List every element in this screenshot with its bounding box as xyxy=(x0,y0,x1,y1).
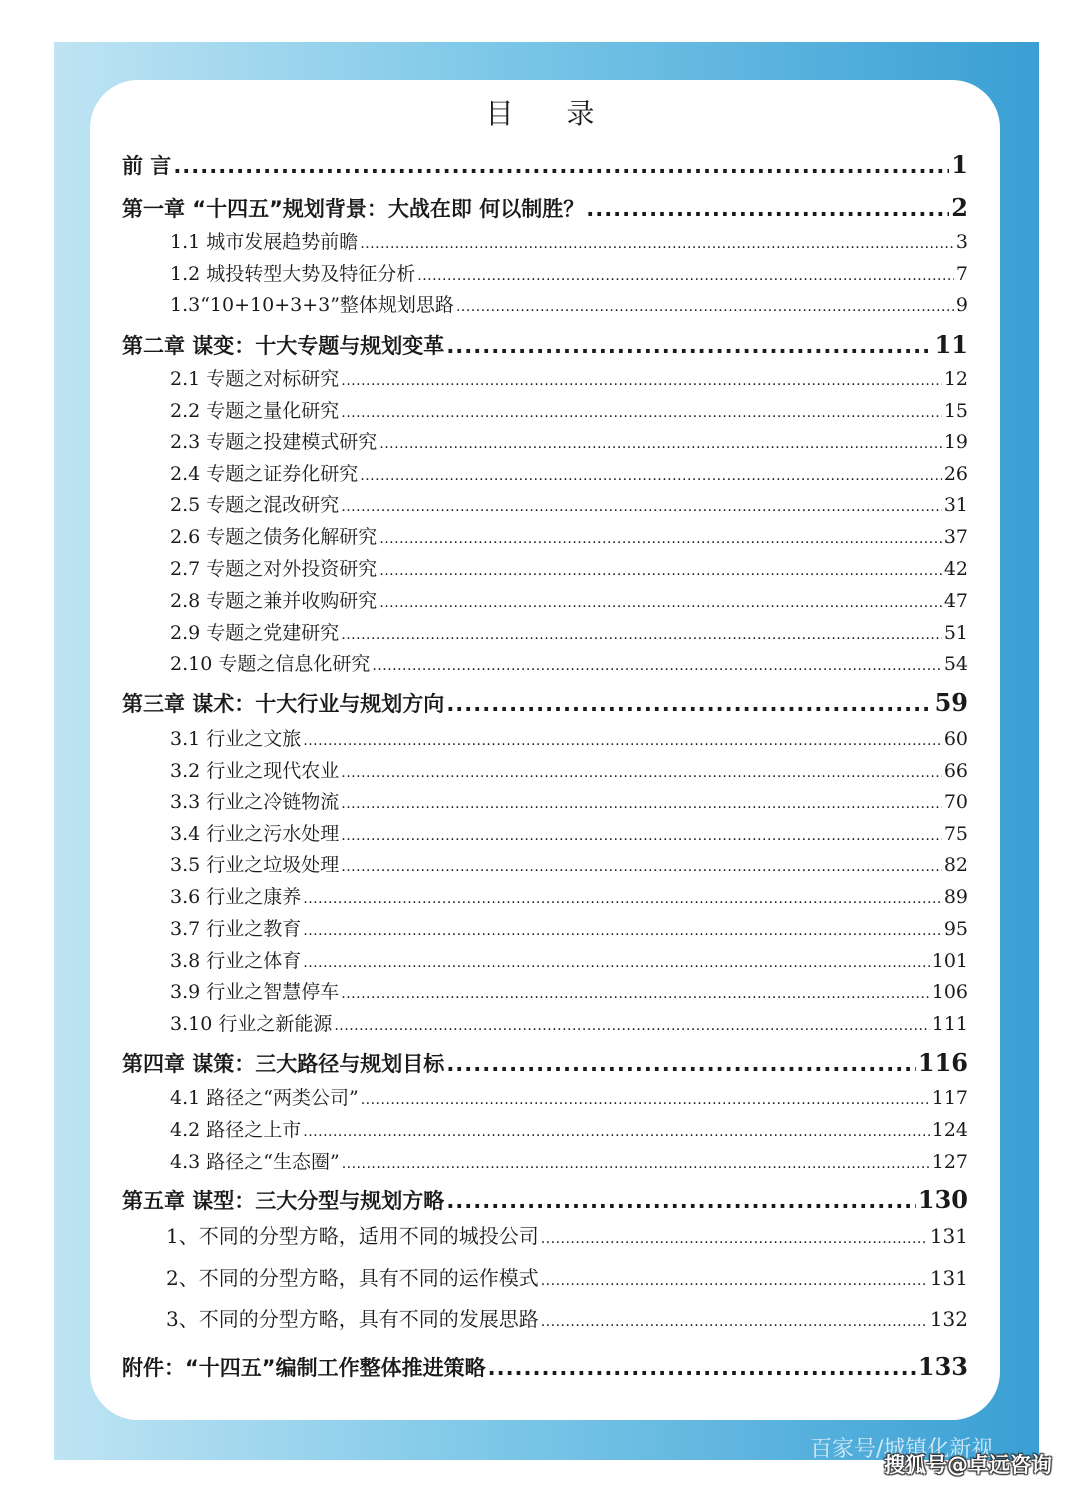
toc-leader-dots xyxy=(341,373,942,389)
toc-section-entry xyxy=(122,427,968,454)
toc-leader-dots xyxy=(303,891,942,907)
toc-entry-label: 3.4 行业之污水处理 xyxy=(170,823,340,845)
toc-entry-label: 2.1 专题之对标研究 xyxy=(170,368,340,390)
toc-leader-dots xyxy=(379,531,942,547)
toc-section-entry xyxy=(122,490,968,517)
toc-leader-dots xyxy=(303,733,942,749)
watermark-baijiahao: 百家号/城镇化新视 xyxy=(810,1437,994,1462)
toc-leader-dots xyxy=(379,595,942,611)
toc-leader-dots xyxy=(417,268,954,284)
toc-page-number: 31 xyxy=(943,494,968,516)
toc-leader-dots xyxy=(446,334,932,358)
toc-section-entry xyxy=(122,259,968,286)
toc-leader-dots xyxy=(303,923,942,939)
toc-leader-dots xyxy=(379,436,942,452)
toc-entry-label: 附件：“十四五”编制工作整体推进策略 xyxy=(122,1356,486,1380)
toc-section-entry xyxy=(122,787,968,814)
toc-page-number: 130 xyxy=(917,1185,968,1214)
toc-page-number: 133 xyxy=(917,1352,968,1381)
toc-page-number: 124 xyxy=(931,1119,968,1141)
toc-leader-dots xyxy=(488,1356,916,1380)
toc-page-number: 12 xyxy=(943,368,968,390)
toc-page-number: 26 xyxy=(943,463,968,485)
toc-entry-label: 4.3 路径之“生态圈” xyxy=(170,1151,340,1173)
toc-page-number: 51 xyxy=(943,622,968,644)
toc-entry-label: 2.2 专题之量化研究 xyxy=(170,400,340,422)
toc-page-number: 1 xyxy=(951,150,968,179)
toc-page-number: 60 xyxy=(943,728,968,750)
page-title: 目 录 xyxy=(485,97,617,130)
toc-entry-label: 3.9 行业之智慧停车 xyxy=(170,981,340,1003)
watermark-sohu: 搜狐号@卓远咨询 xyxy=(884,1453,1052,1477)
toc-section-entry xyxy=(122,1115,968,1142)
toc-entry-label: 2.4 专题之证券化研究 xyxy=(170,463,359,485)
toc-section-entry xyxy=(122,618,968,645)
toc-section-entry xyxy=(122,1262,968,1291)
toc-entry-label: 3.2 行业之现代农业 xyxy=(170,760,340,782)
toc-page-number: 9 xyxy=(955,294,968,316)
toc-section-entry xyxy=(122,850,968,877)
toc-page-number: 127 xyxy=(931,1151,968,1173)
toc-entry-label: 2.6 专题之债务化解研究 xyxy=(170,526,378,548)
toc-entry-label: 1.3“10+10+3+3”整体规划思路 xyxy=(170,294,454,316)
toc-leader-dots xyxy=(342,1156,930,1172)
toc-chapter-entry xyxy=(122,1048,968,1078)
toc-leader-dots xyxy=(360,236,954,252)
toc-leader-dots xyxy=(173,154,949,178)
toc-leader-dots xyxy=(341,828,942,844)
toc-page-number: 117 xyxy=(931,1087,968,1109)
toc-page-number: 106 xyxy=(931,981,968,1003)
toc-page-number: 132 xyxy=(929,1307,968,1331)
toc-entry-label: 1、不同的分型方略，适用不同的城投公司 xyxy=(166,1224,539,1248)
toc-page-number: 15 xyxy=(943,400,968,422)
toc-page-number: 75 xyxy=(943,823,968,845)
toc-leader-dots xyxy=(456,299,954,315)
toc-leader-dots xyxy=(334,1018,929,1034)
toc-page-number: 7 xyxy=(955,263,968,285)
toc-page-number: 2 xyxy=(951,193,968,222)
toc-section-entry xyxy=(122,914,968,941)
toc-section-entry xyxy=(122,1147,968,1174)
toc-leader-dots xyxy=(341,796,942,812)
toc-section-entry xyxy=(122,977,968,1004)
toc-entry-label: 2.5 专题之混改研究 xyxy=(170,494,340,516)
toc-section-entry xyxy=(122,1220,968,1249)
toc-leader-dots xyxy=(372,658,941,674)
toc-page-number: 131 xyxy=(929,1266,968,1290)
toc-leader-dots xyxy=(303,955,929,971)
toc-entry-label: 2.10 专题之信息化研究 xyxy=(170,653,371,675)
toc-page-number: 89 xyxy=(943,886,968,908)
toc-chapter-entry xyxy=(122,330,968,360)
toc-section-entry xyxy=(122,227,968,254)
toc-page-number: 42 xyxy=(943,558,968,580)
toc-entry-label: 第一章 “十四五”规划背景：大战在即 何以制胜？ xyxy=(122,197,585,221)
toc-section-entry xyxy=(122,1083,968,1110)
toc-page-number: 37 xyxy=(943,526,968,548)
toc-chapter-entry xyxy=(122,1352,968,1382)
toc-section-entry xyxy=(122,946,968,973)
toc-entry-label: 第四章 谋策：三大路径与规划目标 xyxy=(122,1052,445,1076)
toc-page-number: 11 xyxy=(934,330,968,359)
toc-entry-label: 4.1 路径之“两类公司” xyxy=(170,1087,359,1109)
toc-chapter-entry xyxy=(122,150,968,180)
toc-section-entry xyxy=(122,290,968,317)
toc-leader-dots xyxy=(541,1314,928,1330)
toc-section-entry xyxy=(122,522,968,549)
toc-page-number: 47 xyxy=(943,590,968,612)
toc-page-number: 111 xyxy=(931,1013,968,1035)
toc-leader-dots xyxy=(341,499,942,515)
toc-leader-dots xyxy=(341,986,929,1002)
toc-leader-dots xyxy=(303,1124,929,1140)
toc-entry-label: 第五章 谋型：三大分型与规划方略 xyxy=(122,1189,445,1213)
toc-entry-label: 前 言 xyxy=(122,154,172,178)
toc-section-entry xyxy=(122,1303,968,1332)
toc-entry-label: 1.1 城市发展趋势前瞻 xyxy=(170,231,359,253)
toc-page-number: 116 xyxy=(917,1048,968,1077)
toc-page-number: 19 xyxy=(943,431,968,453)
toc-page-number: 54 xyxy=(943,653,968,675)
toc-section-entry xyxy=(122,756,968,783)
toc-page-number: 66 xyxy=(943,760,968,782)
toc-leader-dots xyxy=(379,563,942,579)
toc-page-number: 59 xyxy=(934,688,968,717)
toc-section-entry xyxy=(122,1009,968,1036)
toc-entry-label: 3、不同的分型方略，具有不同的发展思路 xyxy=(166,1307,539,1331)
toc-entry-label: 1.2 城投转型大势及特征分析 xyxy=(170,263,416,285)
toc-entry-label: 2.7 专题之对外投资研究 xyxy=(170,558,378,580)
toc-section-entry xyxy=(122,819,968,846)
toc-entry-label: 2.3 专题之投建模式研究 xyxy=(170,431,378,453)
toc-leader-dots xyxy=(446,1052,916,1076)
toc-entry-label: 3.6 行业之康养 xyxy=(170,886,302,908)
toc-chapter-entry xyxy=(122,193,968,223)
toc-entry-label: 3.10 行业之新能源 xyxy=(170,1013,333,1035)
toc-entry-label: 3.1 行业之文旅 xyxy=(170,728,302,750)
toc-chapter-entry xyxy=(122,1185,968,1215)
toc-section-entry xyxy=(122,364,968,391)
toc-page-number: 95 xyxy=(943,918,968,940)
toc-section-entry xyxy=(122,459,968,486)
toc-leader-dots xyxy=(586,197,949,221)
toc-leader-dots xyxy=(541,1231,928,1247)
toc-leader-dots xyxy=(341,765,942,781)
toc-section-entry xyxy=(122,649,968,676)
toc-entry-label: 第二章 谋变：十大专题与规划变革 xyxy=(122,334,445,358)
toc-section-entry xyxy=(122,554,968,581)
toc-page-number: 3 xyxy=(955,231,968,253)
toc-leader-dots xyxy=(341,627,942,643)
toc-entry-label: 3.3 行业之冷链物流 xyxy=(170,791,340,813)
toc-leader-dots xyxy=(446,1189,916,1213)
toc-leader-dots xyxy=(446,692,932,716)
toc-entry-label: 3.7 行业之教育 xyxy=(170,918,302,940)
toc-leader-dots xyxy=(341,859,942,875)
toc-page-number: 101 xyxy=(931,950,968,972)
toc-entry-label: 3.5 行业之垃圾处理 xyxy=(170,854,340,876)
toc-leader-dots xyxy=(360,468,942,484)
toc-page-number: 82 xyxy=(943,854,968,876)
toc-leader-dots xyxy=(341,405,942,421)
toc-leader-dots xyxy=(541,1273,928,1289)
toc-entry-label: 4.2 路径之上市 xyxy=(170,1119,302,1141)
toc-entry-label: 第三章 谋术：十大行业与规划方向 xyxy=(122,692,445,716)
toc-section-entry xyxy=(122,724,968,751)
toc-section-entry xyxy=(122,586,968,613)
toc-leader-dots xyxy=(361,1092,930,1108)
toc-entry-label: 2.8 专题之兼并收购研究 xyxy=(170,590,378,612)
toc-chapter-entry xyxy=(122,688,968,718)
toc-section-entry xyxy=(122,882,968,909)
toc-page-number: 131 xyxy=(929,1224,968,1248)
toc-entry-label: 2、不同的分型方略，具有不同的运作模式 xyxy=(166,1266,539,1290)
toc-page-number: 70 xyxy=(943,791,968,813)
toc-entry-label: 2.9 专题之党建研究 xyxy=(170,622,340,644)
toc-section-entry xyxy=(122,396,968,423)
toc-entry-label: 3.8 行业之体育 xyxy=(170,950,302,972)
